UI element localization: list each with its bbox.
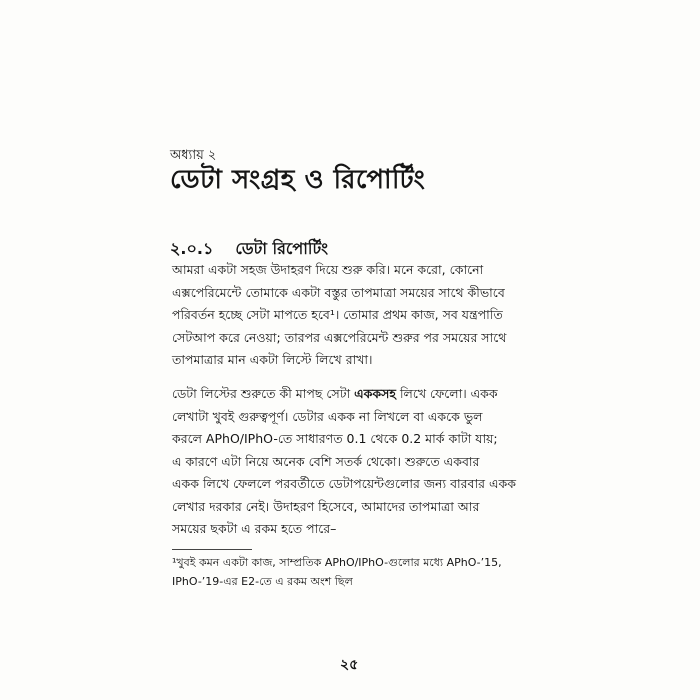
paragraph-line: করলে APhO/IPhO-তে সাধারণত 0.1 থেকে 0.2 মার্ক কাটা যায়;: [172, 431, 498, 446]
paragraph-line: একক লিখে ফেললে পরবর্তীতে ডেটাপয়েন্টগুলোর জন্য বারবার একক: [172, 476, 516, 491]
footnote: [172, 553, 522, 591]
paragraph-line: সময়ের ছকটা এ রকম হতে পারে–: [172, 521, 337, 536]
paragraph-units: [172, 383, 518, 541]
paragraph-line: পরিবর্তন হচ্ছে সেটা মাপতে হবে¹। তোমার প্রথম কাজ, সব যন্ত্রপাতি: [172, 307, 503, 322]
paragraph-text: লিখে ফেলো। একক: [395, 386, 498, 401]
footnote-line: ¹খুবই কমন একটা কাজ, সাম্প্রতিক APhO/IPhO-গুলোর মধ্যে APhO-’15,: [172, 556, 502, 569]
paragraph-line: আমরা একটা সহজ উদাহরণ দিয়ে শুরু করি। মনে করো, কোনো: [172, 262, 484, 277]
paragraph-line: এ কারণে এটা নিয়ে অনেক বেশি সতর্ক থেকো। শুরুতে একবার: [172, 453, 480, 469]
paragraph-line: তাপমাত্রার মান একটা লিস্টে লিখে রাখা।: [172, 352, 373, 367]
paragraph-line: লেখাটা খুবই গুরুত্বপূর্ণ। ডেটার একক না লিখলে বা এককে ভুল: [172, 408, 483, 424]
footnote-divider: [172, 549, 252, 550]
section-title: ডেটা রিপোর্টিং: [235, 239, 329, 258]
footnote-line: IPhO-’19-এর E2-তে এ রকম অংশ ছিল: [172, 575, 353, 588]
chapter-label: অধ্যায় ২: [170, 148, 217, 163]
page-number: ২৫: [340, 657, 359, 673]
paragraph-line: এক্সপেরিমেন্টে তোমাকে একটা বস্তুর তাপমাত্রা সময়ের সাথে কীভাবে: [172, 284, 505, 300]
paragraph-intro: [172, 259, 518, 372]
chapter-title: ডেটা সংগ্রহ ও রিপোর্টিং: [170, 165, 426, 195]
bold-term-units: এককসহ: [354, 386, 396, 401]
paragraph-line: লেখার দরকার নেই। উদাহরণ হিসেবে, আমাদের তাপমাত্রা আর: [172, 498, 480, 514]
paragraph-text: ডেটা লিস্টের শুরুতে কী মাপছ সেটা: [172, 386, 355, 401]
paragraph-line: সেটআপ করে নেওয়া; তারপর এক্সপেরিমেন্ট শুরুর পর সময়ের সাথে: [172, 329, 507, 345]
paragraph-line: [172, 383, 518, 406]
section-heading: [170, 238, 328, 260]
section-number: ২.০.১: [170, 239, 214, 258]
